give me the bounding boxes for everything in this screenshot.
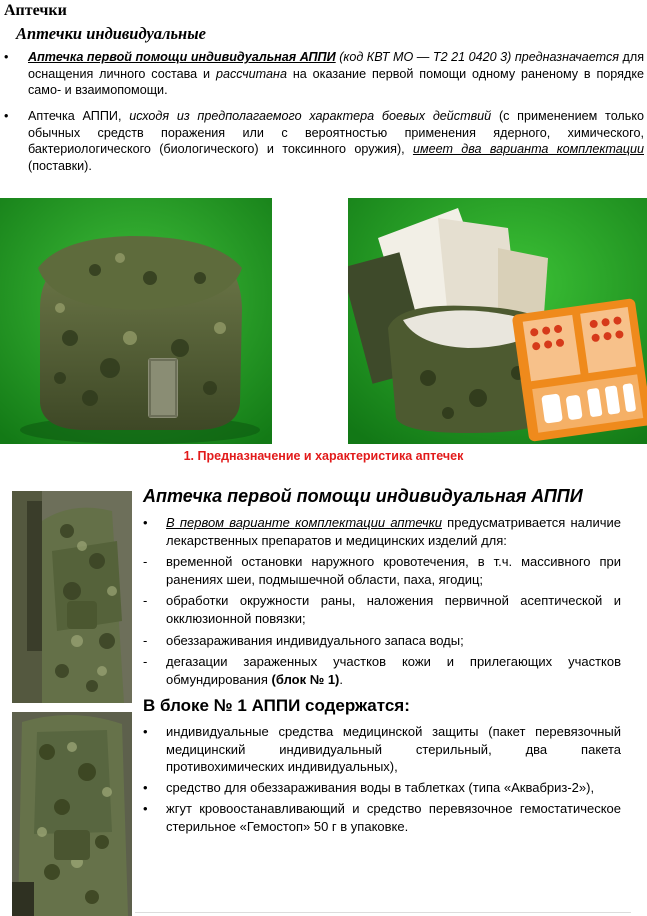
figure-caption: 1. Предназначение и характеристика аптечек — [183, 449, 464, 463]
text-span: для оснащения личного состава и — [28, 50, 645, 81]
dash: - — [143, 593, 148, 608]
dash: - — [143, 554, 148, 569]
list-item — [143, 723, 621, 776]
list-item — [143, 779, 621, 797]
section-title: Аптечка первой помощи индивидуальная АППИ — [143, 486, 583, 506]
text-span: на оказание первой помощи одному раненому в порядке само- и взаимопомощи. — [28, 66, 644, 97]
list-text: обеззараживания индивидуального запаса воды; — [166, 633, 464, 648]
text-span: (с применением только обычных средств поражения или с вероятностью применения ядерного, химического, бактериологического (биологического) и токсинного оружия), — [28, 109, 644, 156]
emph-phrase: исходя из предполагаемого характера боевых действий — [129, 109, 492, 123]
dash: - — [143, 633, 148, 648]
list-text: средство для обеззараживания воды в таблетках (типа «Аквабриз-2»), — [166, 780, 595, 795]
photo-closed-kit-pouch — [0, 198, 272, 444]
bullet: • — [4, 109, 9, 123]
kit-code: (код КВТ МО — Т2 21 0420 3) — [335, 50, 515, 64]
list-item — [143, 653, 621, 688]
block-title: В блоке № 1 АППИ содержатся: — [143, 696, 410, 715]
page-title: Аптечки — [4, 2, 67, 19]
list-text: временной остановки наружного кровотечения, в т.ч. массивного при ранениях шеи, подмышечной области, паха, ягодиц; — [166, 554, 621, 587]
bottom-divider — [135, 912, 631, 913]
open-kit-contents-image — [348, 198, 647, 444]
dash: - — [143, 654, 148, 669]
soldier-back-image — [12, 712, 132, 916]
block-ref: (блок № 1) — [271, 671, 340, 687]
bullet: • — [4, 50, 9, 64]
emph-word: предназначается — [514, 50, 619, 64]
list-text: жгут кровоостанавливающий и средство перевязочное гемостатическое стерильное «Гемостоп» 50 г в упаковке. — [166, 801, 621, 834]
list-item — [143, 514, 621, 549]
text-span: Аптечка АППИ, — [28, 109, 130, 123]
emph-word: рассчитана — [215, 66, 287, 81]
photo-soldier-side — [12, 491, 132, 703]
emph-phrase: В первом варианте комплектации аптечки — [166, 515, 442, 530]
bullet: • — [143, 801, 148, 816]
bullet: • — [143, 515, 148, 530]
photo-soldier-back — [12, 712, 132, 916]
bullet: • — [143, 724, 148, 739]
kit-name: Аптечка первой помощи индивидуальная АППИ — [28, 50, 336, 64]
emph-phrase: имеет два варианта комплектации — [412, 142, 644, 156]
closed-kit-pouch-image — [0, 198, 272, 444]
list-text: обработки окружности раны, наложения первичной асептической и окклюзионной повязки; — [166, 593, 621, 626]
list-item — [143, 592, 621, 627]
intro-paragraph-2 — [4, 108, 644, 174]
intro-paragraph-1 — [4, 49, 644, 99]
list-text: индивидуальные средства медицинской защиты (пакет перевязочный медицинский индивидуальный стерильный, два пакета противохимических индивидуальных), — [166, 724, 621, 774]
page-subtitle: Аптечки индивидуальные — [16, 24, 206, 43]
text-span: (поставки). — [28, 158, 92, 173]
text-span: дегазации зараженных участков кожи и прилегающих участков обмундирования — [166, 654, 621, 687]
list-item — [143, 553, 621, 588]
text-span: . — [339, 671, 344, 687]
text-span: предусматривается наличие лекарственных препаратов и медицинских изделий для: — [166, 515, 621, 548]
soldier-side-image — [12, 491, 132, 703]
list-item — [143, 800, 621, 835]
photo-open-kit-contents — [348, 198, 647, 444]
list-item — [143, 632, 621, 650]
bullet: • — [143, 780, 148, 795]
